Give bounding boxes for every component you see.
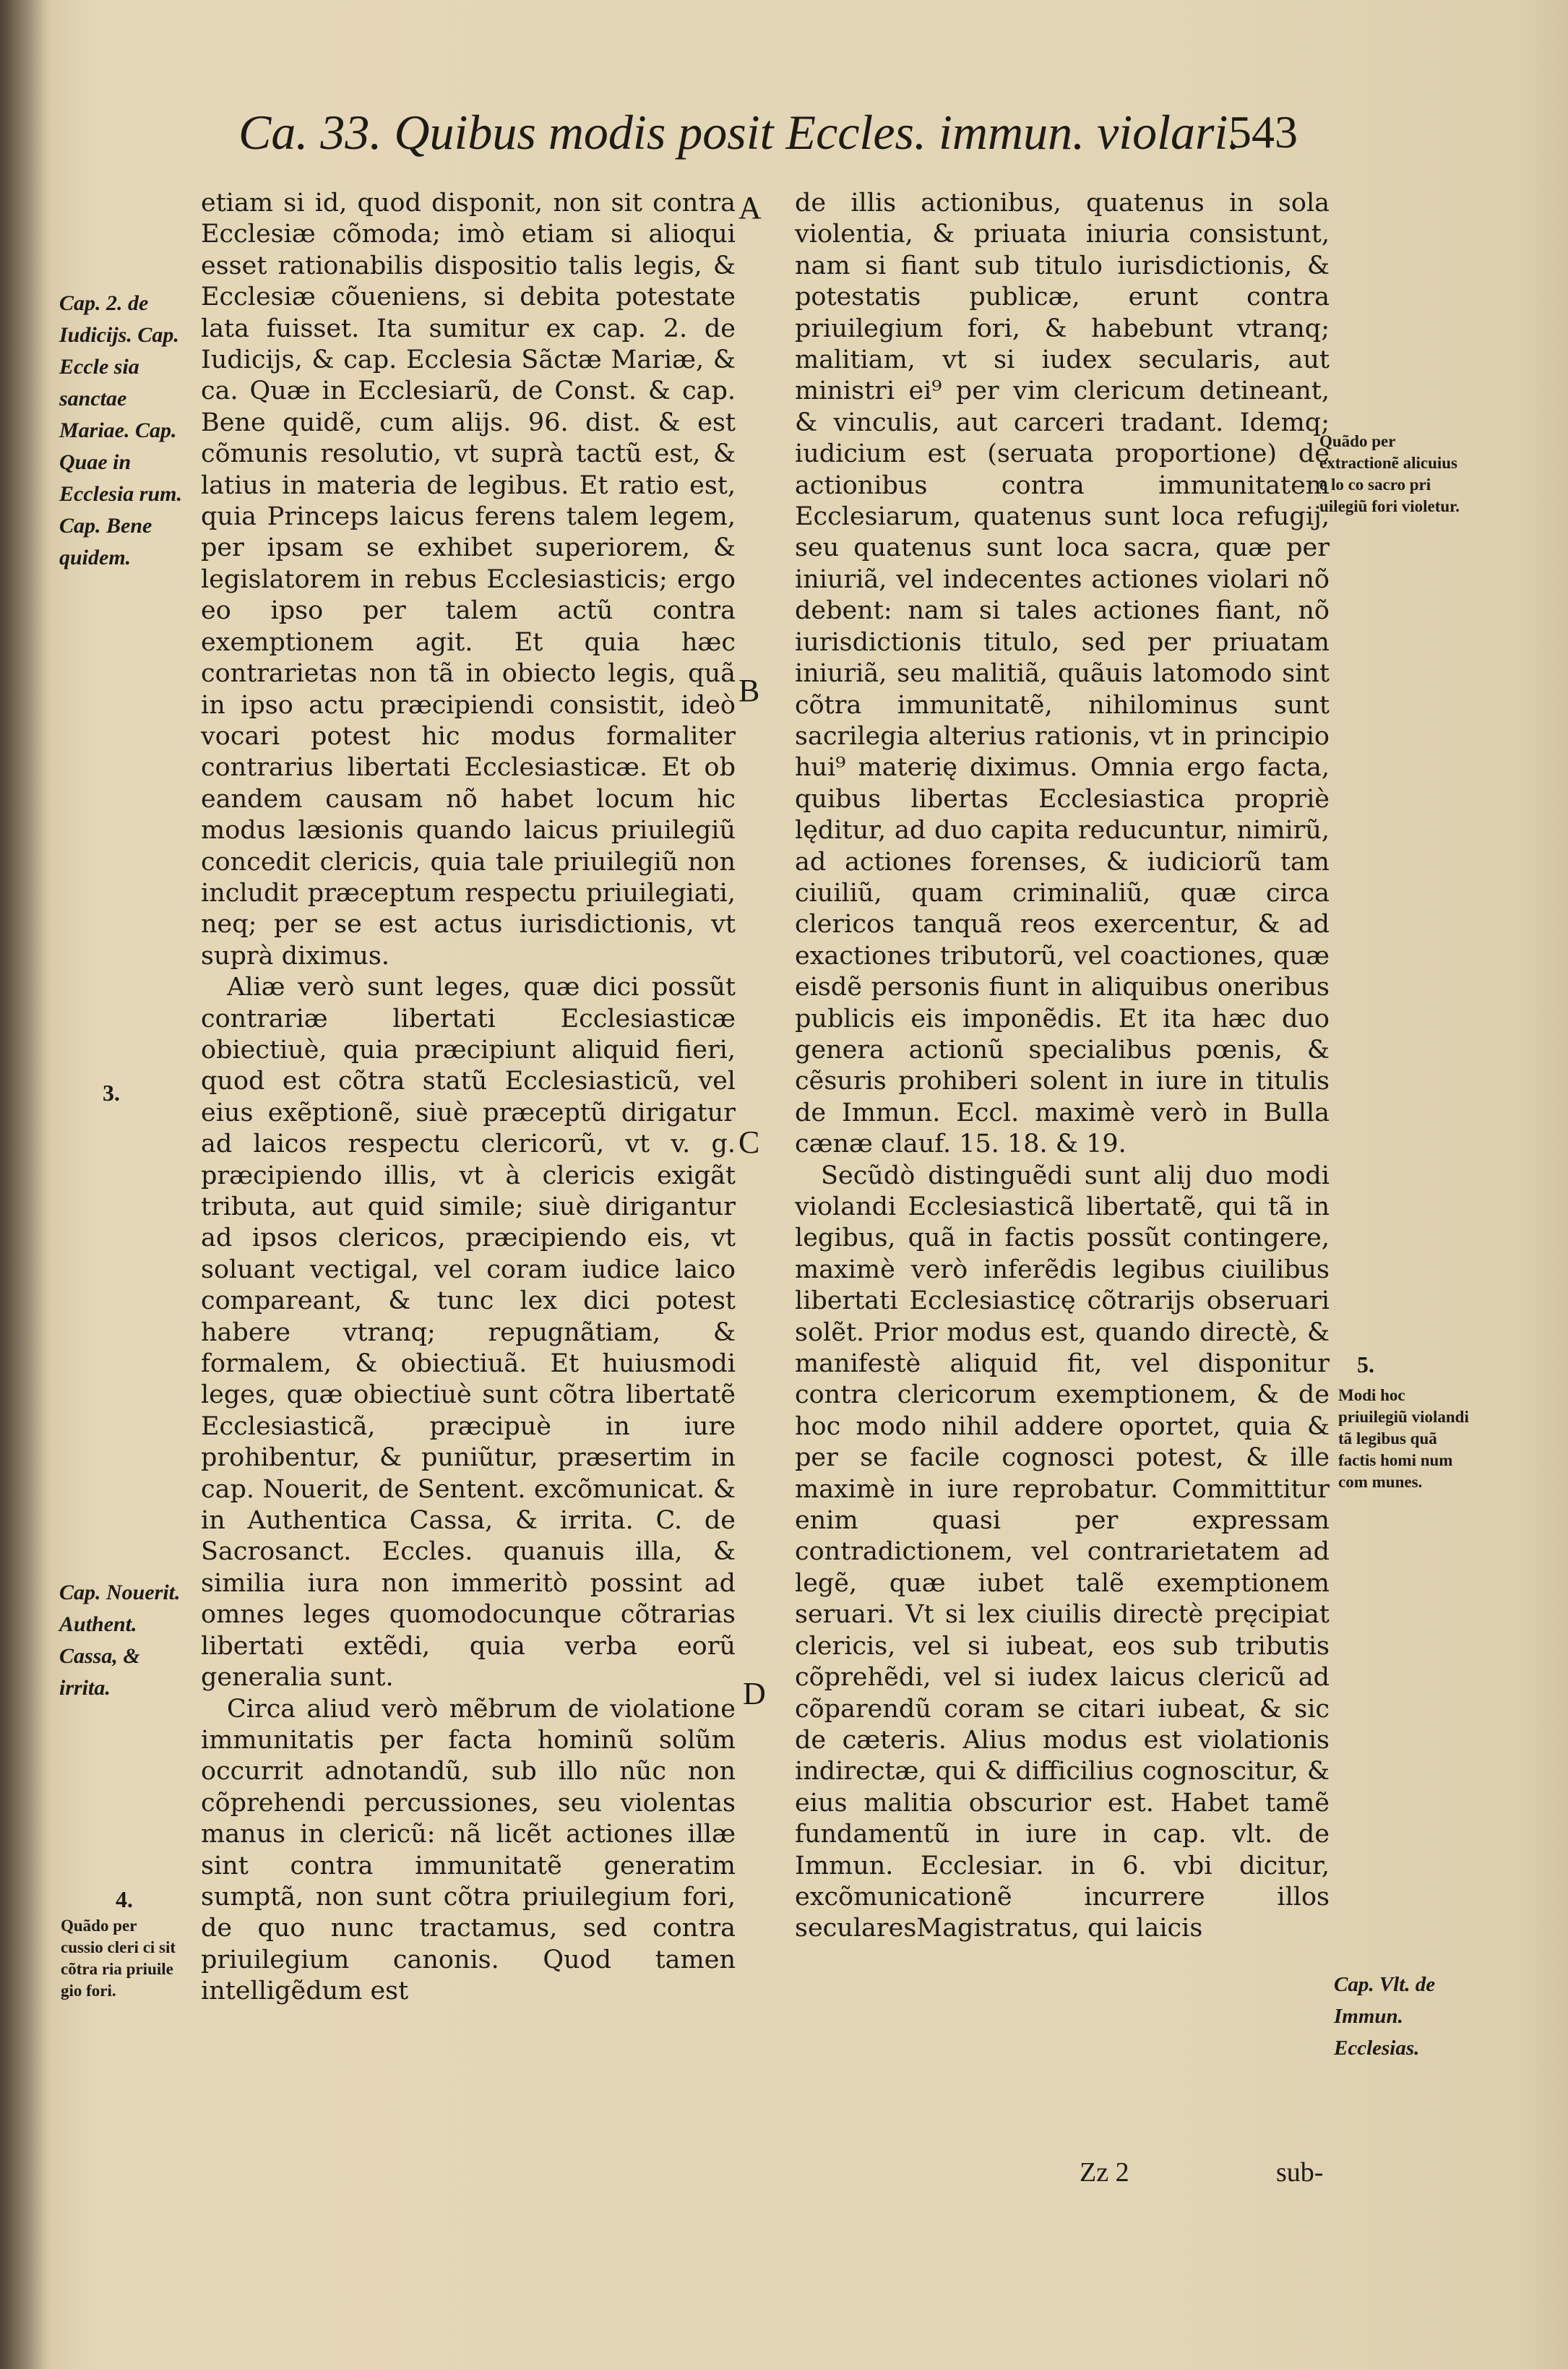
right-text-column (795, 188, 1330, 2190)
right-paragraph-1: de illis actionibus, quatenus in sola violentia, & priuata iniuria consistunt, nam si fiant sub titulo iurisdictionis, & potestatis publicæ, erunt contra priuilegium fori, & habebunt vtranq; malitiam, vt si iudex secularis, aut ministri ei⁹ per vim clericum detineant, & vinculis, aut carceri tradant. Idemq; iudicium est (seruata proportione) de actionibus contra immunitatem Ecclesiarum, quatenus sunt loca refugij, seu quatenus sunt loca sacra, quæ per iniuriã, vel indecentes actiones violari nõ debent: nam si tales actiones fiant, nõ iurisdictionis titulo, sed per priuatam iniuriã, seu malitiã, quãuis latomodo sint cõtra immunitatẽ, nihilominus sunt sacrilegia alterius rationis, vt in principio hui⁹ materię diximus. Omnia ergo facta, quibus libertas Ecclesiastica propriè lęditur, ad duo capita reducuntur, nimirũ, ad actiones forenses, & iudiciorũ tam ciuiliũ, quam criminaliũ, quæ circa clericos tanquã reos exercentur, & ad exactiones tributorũ, vel coactiones, quæ eisdẽ personis fiunt in aliquibus oneribus publicis eis imponẽdis. Et ita hæc duo genera actionũ specialibus pœnis, & cẽsuris prohiberi solent in iure in titulis de Immun. Eccl. maximè verò in Bulla cænæ clauf. 15. 18. & 19. (795, 189, 1330, 1159)
left-text-column (201, 188, 736, 2190)
left-paragraph-1: etiam si id, quod disponit, non sit contra Ecclesiæ cõmoda; imò etiam si alioqui esset rationabilis dispositio talis legis, & Ecclesiæ cõueniens, si debita potestate lata fuisset. Ita sumitur ex cap. 2. de Iudicijs, & cap. Ecclesia Sãctæ Mariæ, & ca. Quæ in Ecclesiarũ, de Const. & cap. Bene quidẽ, cum alijs. 96. dist. & est cõmunis resolutio, vt suprà tactũ est, & latius in materia de legibus. Et ratio est, quia Princeps laicus ferens talem legem, per ipsam se exhibet superiorem, & legislatorem in rebus Ecclesiasticis; ergo eo ipso per talem actũ contra exemptionem agit. Et quia hæc contrarietas non tã in obiecto legis, quã in ipso actu præcipiendi consistit, ideò vocari potest hic modus formaliter contrarius libertati Ecclesiasticæ. Et ob eandem causam nõ habet locum hic modus læsionis quando laicus priuilegiũ concedit clericis, quia tale priuilegiũ non includit præceptum respectu priuilegiati, neq; per se est actus iurisdictionis, vt suprà diximus. (201, 189, 736, 971)
left-margin-citation-1: Cap. 2. de Iudicijs. Cap. Eccle sia sanctae Mariae. Cap. Quae in Ecclesia rum. Cap. Bene quidem. (59, 291, 182, 569)
right-margin-summary-2: Modi hoc priuilegiũ violandi tã legibus quã factis homi num com munes. (1338, 1386, 1469, 1491)
left-margin-summary: Quãdo per cussio cleri ci sit cõtra ria priuile gio fori. (61, 1917, 176, 2000)
page-number: 543 (1228, 106, 1298, 158)
section-letter-c: C (738, 1125, 760, 1160)
left-paragraph-3: Circa aliud verò mẽbrum de violatione immunitatis per facta hominũ solũm occurrit adnotandũ, sub illo nũc non cõprehendi percussiones, seu violentas manus in clericũ: nã licẽt actiones illæ sint contra immunitatẽ generatim sumptã, non sunt cõtra priuilegium fori, de quo nunc tractamus, sed contra priuilegium canonis. Quod tamen intelligẽdum est (201, 1694, 736, 2006)
running-header (238, 100, 1322, 165)
right-margin-citation: Cap. Vlt. de Immun. Ecclesias. (1334, 1973, 1436, 2060)
right-margin-summary-1: Quãdo per extractionẽ alicuius e lo co sacro pri uilegiũ fori violetur. (1319, 432, 1460, 515)
signature-mark: Zz 2 (1080, 2157, 1129, 2188)
section-letter-d: D (743, 1676, 766, 1711)
left-margin-citation-2: Cap. Nouerit. Authent. Cassa, & irrita. (59, 1581, 181, 1700)
section-letter-a: A (738, 190, 762, 225)
right-margin-number-5: 5. (1357, 1351, 1374, 1377)
left-margin-number-3: 3. (103, 1080, 120, 1106)
header-title: Ca. 33. Quibus modis posit Eccles. immun. violari. (238, 105, 1241, 160)
left-margin-number-4: 4. (116, 1886, 133, 1912)
section-letter-b: B (738, 673, 760, 708)
right-paragraph-2: Secũdò distinguẽdi sunt alij duo modi violandi Ecclesiasticã libertatẽ, qui tã in legibus, quã in factis possũt contingere, maximè verò inferẽdis legibus ciuilibus libertati Ecclesiasticę cõtrarijs obseruari solẽt. Prior modus est, quando directè, & manifestè aliquid fit, vel disponitur contra clericorum exemptionem, & de hoc modo nihil addere oportet, quia & per se facile cognosci potest, & ille maximè in iure reprobatur. Committitur enim quasi per expressam contradictionem, vel contrarietatem ad legẽ, quæ iubet talẽ exemptionem seruari. Vt si lex ciuilis directè pręcipiat clericis, vel si iubeat, eos sub tributis cõprehẽdi, vel si iudex laicus clericũ ad cõparendũ coram se citari iubeat, & sic de cæteris. Alius modus est violationis indirectæ, qui & difficilius cognoscitur, & eius malitia obscurior est. Habet tamẽ fundamentũ in iure in cap. vlt. de Immun. Ecclesiar. in 6. vbi dicitur, excõmunicationẽ incurrere illos secularesMagistratus, qui laicis (795, 1161, 1330, 1943)
catchword: sub- (1276, 2157, 1324, 2188)
left-paragraph-2: Aliæ verò sunt leges, quæ dici possũt contrariæ libertati Ecclesiasticæ obiectiuè, quia præcipiunt aliquid fieri, quod est cõtra statũ Ecclesiasticũ, vel eius exẽptionẽ, siuè præceptũ dirigatur ad laicos respectu clericorũ, vt v. g. præcipiendo illis, vt à clericis exigãt tributa, aut quid simile; siuè dirigantur ad ipsos clericos, præcipiendo eis, vt soluant vectigal, vel coram iudice laico compareant, & tunc lex dici potest habere vtranq; repugnãtiam, & formalem, & obiectiuã. Et huiusmodi leges, quæ obiectiuè sunt cõtra libertatẽ Ecclesiasticã, præcipuè in iure prohibentur, & puniũtur, præsertim in cap. Nouerit, de Sentent. excõmunicat. & in Authentica Cassa, & irrita. C. de Sacrosanct. Eccles. quanuis illa, & similia iura non immeritò possint ad omnes leges quomodocunque cõtrarias libertati extẽdi, quia verba eorũ generalia sunt. (201, 973, 736, 1693)
gutter-shadow (0, 0, 51, 2369)
